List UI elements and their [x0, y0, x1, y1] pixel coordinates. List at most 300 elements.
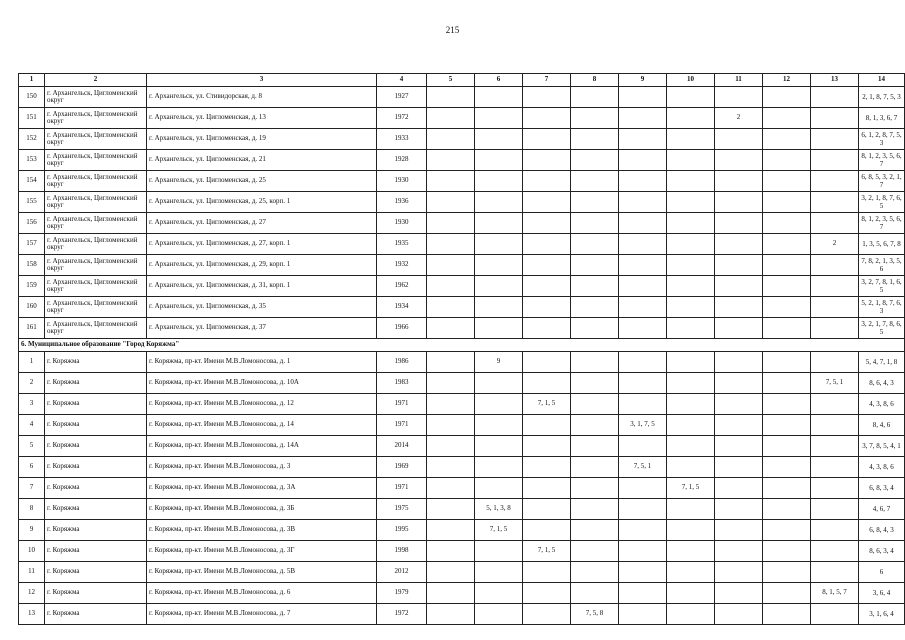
table-cell: г. Коряжма, пр-кт. Имени М.В.Ломоносова, д. 3Г	[147, 541, 377, 562]
table-cell	[427, 457, 475, 478]
table-cell: 6	[19, 457, 45, 478]
table-cell	[619, 352, 667, 373]
table-cell	[715, 478, 763, 499]
table-cell	[475, 276, 523, 297]
table-cell	[763, 150, 811, 171]
table-cell: 151	[19, 108, 45, 129]
table-cell	[571, 213, 619, 234]
table-cell: г. Коряжма	[45, 415, 147, 436]
table-cell: г. Архангельск, ул. Цигломенская, д. 19	[147, 129, 377, 150]
table-cell: г. Архангельск, ул. Цигломенская, д. 35	[147, 297, 377, 318]
table-row	[19, 150, 905, 171]
table-cell: 2012	[377, 562, 427, 583]
table-cell	[715, 213, 763, 234]
table-cell: 4, 3, 8, 6	[859, 394, 905, 415]
table-cell: г. Архангельск, ул. Цигломенская, д. 25	[147, 171, 377, 192]
table-cell	[715, 171, 763, 192]
table-cell: 7, 5, 1	[619, 457, 667, 478]
table-cell: 1986	[377, 352, 427, 373]
table-cell	[715, 129, 763, 150]
table-cell	[763, 255, 811, 276]
table-cell: 1932	[377, 255, 427, 276]
table-row	[19, 352, 905, 373]
table-cell: 1930	[377, 171, 427, 192]
table-cell: 6, 8, 3, 4	[859, 478, 905, 499]
table-cell	[523, 234, 571, 255]
table-cell	[715, 297, 763, 318]
table-cell	[523, 415, 571, 436]
table-cell	[475, 604, 523, 625]
table-cell: 158	[19, 255, 45, 276]
table-cell	[715, 192, 763, 213]
table-cell: 13	[19, 604, 45, 625]
table-cell: 157	[19, 234, 45, 255]
column-header: 8	[571, 74, 619, 87]
table-cell: г. Коряжма	[45, 457, 147, 478]
table-cell: 5, 2, 1, 8, 7, 6, 3	[859, 297, 905, 318]
table-cell: 153	[19, 150, 45, 171]
column-header: 10	[667, 74, 715, 87]
table-cell: г. Архангельск, Цигломенский округ	[45, 192, 147, 213]
table-cell	[763, 394, 811, 415]
table-cell	[523, 150, 571, 171]
table-cell	[427, 150, 475, 171]
table-cell	[523, 129, 571, 150]
table-cell: г. Коряжма, пр-кт. Имени М.В.Ломоносова, д. 6	[147, 583, 377, 604]
table-cell: г. Архангельск, ул. Цигломенская, д. 21	[147, 150, 377, 171]
table-cell: г. Коряжма	[45, 352, 147, 373]
table-row	[19, 499, 905, 520]
table-cell	[571, 108, 619, 129]
table-cell	[763, 457, 811, 478]
table-cell: 1983	[377, 373, 427, 394]
table-cell	[811, 108, 859, 129]
table-cell	[571, 297, 619, 318]
table-cell: г. Коряжма	[45, 604, 147, 625]
table-cell: г. Коряжма, пр-кт. Имени М.В.Ломоносова, д. 3	[147, 457, 377, 478]
table-cell	[667, 87, 715, 108]
table-cell: 9	[475, 352, 523, 373]
table-cell	[475, 129, 523, 150]
table-cell: 1971	[377, 415, 427, 436]
table-cell	[715, 255, 763, 276]
table-cell	[715, 604, 763, 625]
table-cell: г. Архангельск, Цигломенский округ	[45, 318, 147, 339]
table-cell	[667, 150, 715, 171]
table-cell	[619, 213, 667, 234]
section-row	[19, 339, 905, 352]
table-cell	[571, 394, 619, 415]
table-cell	[619, 583, 667, 604]
table-cell: г. Коряжма	[45, 541, 147, 562]
table-cell	[619, 604, 667, 625]
table-row	[19, 436, 905, 457]
table-cell: 1998	[377, 541, 427, 562]
table-cell	[571, 520, 619, 541]
table-cell: г. Архангельск, ул. Стивидорская, д. 8	[147, 87, 377, 108]
table-cell: 1972	[377, 108, 427, 129]
column-header: 3	[147, 74, 377, 87]
table-cell	[427, 520, 475, 541]
table-cell	[427, 415, 475, 436]
table-cell	[715, 234, 763, 255]
table-cell	[763, 478, 811, 499]
table-header-row	[19, 74, 905, 87]
table-cell	[667, 499, 715, 520]
table-row	[19, 373, 905, 394]
table-cell: 7, 1, 5	[475, 520, 523, 541]
table-cell: 1962	[377, 276, 427, 297]
table-cell: 1930	[377, 213, 427, 234]
table-cell	[523, 352, 571, 373]
table-cell: г. Коряжма	[45, 520, 147, 541]
table-cell	[427, 129, 475, 150]
table-cell	[619, 171, 667, 192]
table-cell	[523, 213, 571, 234]
table-cell	[475, 373, 523, 394]
table-cell	[667, 583, 715, 604]
table-cell	[523, 192, 571, 213]
table-cell	[715, 436, 763, 457]
table-cell: 11	[19, 562, 45, 583]
table-row	[19, 108, 905, 129]
table-cell: г. Коряжма, пр-кт. Имени М.В.Ломоносова, д. 12	[147, 394, 377, 415]
table-row	[19, 562, 905, 583]
table-cell: 5, 4, 7, 1, 8	[859, 352, 905, 373]
table-cell: 8, 1, 2, 3, 5, 6, 7	[859, 213, 905, 234]
table-cell: 6, 8, 4, 3	[859, 520, 905, 541]
table-row	[19, 297, 905, 318]
table-cell: г. Архангельск, ул. Цигломенская, д. 27	[147, 213, 377, 234]
table-cell: 6, 1, 2, 8, 7, 5, 3	[859, 129, 905, 150]
table-cell	[763, 541, 811, 562]
table-cell	[523, 87, 571, 108]
table-cell: 2014	[377, 436, 427, 457]
section-title: 6. Муниципальное образование "Город Коряжма"	[19, 339, 905, 352]
column-header: 7	[523, 74, 571, 87]
table-cell	[619, 373, 667, 394]
table-cell	[475, 415, 523, 436]
table-cell	[763, 87, 811, 108]
table-cell	[715, 562, 763, 583]
table-cell: 161	[19, 318, 45, 339]
table-row	[19, 234, 905, 255]
table-cell	[763, 192, 811, 213]
table-cell: г. Коряжма	[45, 373, 147, 394]
table-cell	[619, 297, 667, 318]
table-cell: 1995	[377, 520, 427, 541]
table-cell	[763, 108, 811, 129]
table-cell	[763, 583, 811, 604]
table-cell	[619, 276, 667, 297]
table-cell	[523, 373, 571, 394]
table-cell: 7, 8, 2, 1, 3, 5, 6	[859, 255, 905, 276]
table-cell	[475, 234, 523, 255]
table-cell	[475, 562, 523, 583]
table-cell: 2	[715, 108, 763, 129]
table-cell	[427, 394, 475, 415]
table-cell	[667, 318, 715, 339]
table-cell	[715, 373, 763, 394]
table-row	[19, 457, 905, 478]
table-cell: г. Архангельск, ул. Цигломенская, д. 25, корп. 1	[147, 192, 377, 213]
table-cell: 150	[19, 87, 45, 108]
table-cell: 3, 2, 1, 7, 8, 6, 5	[859, 318, 905, 339]
table-cell	[763, 352, 811, 373]
table-cell: г. Архангельск, Цигломенский округ	[45, 129, 147, 150]
table-cell	[619, 150, 667, 171]
table-cell: 6	[859, 562, 905, 583]
table-cell: 8	[19, 499, 45, 520]
column-header: 4	[377, 74, 427, 87]
table-cell: 156	[19, 213, 45, 234]
table-cell	[715, 583, 763, 604]
table-cell	[715, 318, 763, 339]
table-cell	[811, 457, 859, 478]
table-cell	[619, 87, 667, 108]
table-cell	[811, 129, 859, 150]
table-cell	[763, 520, 811, 541]
table-cell	[763, 604, 811, 625]
table-cell	[619, 541, 667, 562]
table-cell: г. Архангельск, Цигломенский округ	[45, 276, 147, 297]
table-cell	[571, 352, 619, 373]
table-cell: 8, 1, 3, 6, 7	[859, 108, 905, 129]
table-cell	[667, 255, 715, 276]
table-cell	[811, 604, 859, 625]
table-cell: 155	[19, 192, 45, 213]
table-cell: г. Коряжма, пр-кт. Имени М.В.Ломоносова, д. 14	[147, 415, 377, 436]
table-row	[19, 604, 905, 625]
table-cell: 2	[811, 234, 859, 255]
table-cell: 9	[19, 520, 45, 541]
table-cell	[427, 499, 475, 520]
table-cell	[427, 213, 475, 234]
table-cell	[523, 583, 571, 604]
table-cell	[763, 234, 811, 255]
table-cell: 2, 1, 8, 7, 5, 3	[859, 87, 905, 108]
table-cell	[763, 562, 811, 583]
table-row	[19, 213, 905, 234]
table-cell	[571, 436, 619, 457]
table-cell	[619, 478, 667, 499]
table-cell: г. Коряжма, пр-кт. Имени М.В.Ломоносова, д. 3Б	[147, 499, 377, 520]
table-cell	[475, 255, 523, 276]
table-cell	[811, 436, 859, 457]
table-row	[19, 583, 905, 604]
table-cell	[667, 415, 715, 436]
table-cell	[763, 297, 811, 318]
table-cell	[571, 255, 619, 276]
table-cell: г. Коряжма, пр-кт. Имени М.В.Ломоносова, д. 5В	[147, 562, 377, 583]
table-cell	[715, 457, 763, 478]
table-cell	[667, 129, 715, 150]
table-cell	[619, 394, 667, 415]
table-cell: г. Архангельск, Цигломенский округ	[45, 297, 147, 318]
table-cell: 1966	[377, 318, 427, 339]
table-cell: г. Коряжма	[45, 583, 147, 604]
table-cell	[427, 373, 475, 394]
table-cell	[619, 520, 667, 541]
table-cell	[667, 234, 715, 255]
table-cell	[667, 562, 715, 583]
table-cell	[763, 276, 811, 297]
table-cell	[523, 255, 571, 276]
table-cell	[667, 108, 715, 129]
table-cell: 1928	[377, 150, 427, 171]
table-row	[19, 276, 905, 297]
table-cell: 7	[19, 478, 45, 499]
buildings-table	[18, 73, 905, 625]
page-number: 215	[445, 25, 460, 35]
table-cell	[523, 604, 571, 625]
table-cell	[667, 171, 715, 192]
table-cell: 1934	[377, 297, 427, 318]
table-cell	[715, 520, 763, 541]
table-cell	[667, 436, 715, 457]
table-cell	[811, 297, 859, 318]
table-cell	[427, 171, 475, 192]
table-cell: г. Коряжма, пр-кт. Имени М.В.Ломоносова, д. 10А	[147, 373, 377, 394]
table-cell	[523, 520, 571, 541]
table-cell	[811, 394, 859, 415]
column-header: 14	[859, 74, 905, 87]
table-cell	[475, 436, 523, 457]
table-cell	[667, 604, 715, 625]
table-cell: 2	[19, 373, 45, 394]
table-cell: г. Архангельск, ул. Цигломенская, д. 27, корп. 1	[147, 234, 377, 255]
table-cell	[715, 352, 763, 373]
table-cell	[475, 478, 523, 499]
column-header: 12	[763, 74, 811, 87]
table-cell	[571, 562, 619, 583]
table-cell: г. Архангельск, Цигломенский округ	[45, 213, 147, 234]
table-cell	[715, 499, 763, 520]
table-cell	[427, 108, 475, 129]
table-cell	[571, 583, 619, 604]
table-row	[19, 255, 905, 276]
table-row	[19, 415, 905, 436]
table-cell	[715, 87, 763, 108]
table-cell	[571, 499, 619, 520]
table-cell	[523, 436, 571, 457]
table-cell: 3, 1, 6, 4	[859, 604, 905, 625]
table-cell	[763, 129, 811, 150]
table-row	[19, 171, 905, 192]
table-cell	[667, 373, 715, 394]
table-cell	[715, 415, 763, 436]
table-cell	[619, 108, 667, 129]
table-cell: г. Архангельск, ул. Цигломенская, д. 31, корп. 1	[147, 276, 377, 297]
table-cell	[571, 478, 619, 499]
column-header: 2	[45, 74, 147, 87]
table-cell: 7, 5, 8	[571, 604, 619, 625]
table-cell	[811, 171, 859, 192]
table-cell: г. Архангельск, ул. Цигломенская, д. 13	[147, 108, 377, 129]
table-cell	[427, 604, 475, 625]
table-cell	[427, 478, 475, 499]
table-cell	[475, 583, 523, 604]
table-cell: г. Архангельск, ул. Цигломенская, д. 29, корп. 1	[147, 255, 377, 276]
table-cell: 3, 2, 7, 8, 1, 6, 5	[859, 276, 905, 297]
table-cell: 3, 7, 8, 5, 4, 1	[859, 436, 905, 457]
table-cell	[427, 352, 475, 373]
table-cell	[571, 541, 619, 562]
table-cell	[667, 520, 715, 541]
table-cell: г. Коряжма, пр-кт. Имени М.В.Ломоносова, д. 14А	[147, 436, 377, 457]
table-cell: г. Архангельск, Цигломенский округ	[45, 255, 147, 276]
table-cell	[571, 150, 619, 171]
table-cell	[715, 541, 763, 562]
table-cell	[475, 87, 523, 108]
table-cell: г. Коряжма	[45, 436, 147, 457]
table-cell	[427, 87, 475, 108]
column-header: 13	[811, 74, 859, 87]
table-cell	[571, 234, 619, 255]
table-cell: г. Коряжма, пр-кт. Имени М.В.Ломоносова, д. 3А	[147, 478, 377, 499]
table-cell	[475, 108, 523, 129]
table-cell: 1, 3, 5, 6, 7, 8	[859, 234, 905, 255]
table-cell	[523, 318, 571, 339]
table-cell	[619, 129, 667, 150]
table-cell	[763, 171, 811, 192]
table-cell: г. Коряжма	[45, 478, 147, 499]
table-cell	[763, 415, 811, 436]
table-cell	[475, 297, 523, 318]
table-cell	[427, 562, 475, 583]
table-cell: 4, 6, 7	[859, 499, 905, 520]
table-cell	[811, 499, 859, 520]
table-cell	[475, 541, 523, 562]
table-cell	[763, 213, 811, 234]
table-cell: 8, 4, 6	[859, 415, 905, 436]
table-cell: г. Архангельск, Цигломенский округ	[45, 87, 147, 108]
table-cell: г. Архангельск, Цигломенский округ	[45, 171, 147, 192]
table-cell: г. Коряжма	[45, 394, 147, 415]
table-cell: 8, 1, 5, 7	[811, 583, 859, 604]
table-cell	[667, 541, 715, 562]
table-cell: 1972	[377, 604, 427, 625]
table-cell	[811, 192, 859, 213]
table-cell	[811, 562, 859, 583]
column-header: 6	[475, 74, 523, 87]
table-cell	[571, 87, 619, 108]
column-header: 9	[619, 74, 667, 87]
table-cell	[763, 318, 811, 339]
table-cell: 159	[19, 276, 45, 297]
table-cell: 1935	[377, 234, 427, 255]
table-cell: 1975	[377, 499, 427, 520]
table-cell	[811, 541, 859, 562]
table-cell: г. Коряжма, пр-кт. Имени М.В.Ломоносова, д. 7	[147, 604, 377, 625]
table-cell	[427, 541, 475, 562]
table-cell	[475, 192, 523, 213]
table-cell	[427, 234, 475, 255]
table-cell: 1979	[377, 583, 427, 604]
table-cell: 6, 8, 5, 3, 2, 1, 7	[859, 171, 905, 192]
table-cell: г. Коряжма, пр-кт. Имени М.В.Ломоносова, д. 3В	[147, 520, 377, 541]
table-cell	[619, 192, 667, 213]
table-cell	[427, 583, 475, 604]
table-cell	[811, 415, 859, 436]
table-cell	[619, 234, 667, 255]
table-cell	[427, 436, 475, 457]
table-cell: г. Коряжма, пр-кт. Имени М.В.Ломоносова, д. 1	[147, 352, 377, 373]
table-cell	[571, 276, 619, 297]
table-cell: г. Архангельск, Цигломенский округ	[45, 234, 147, 255]
table-cell: 1933	[377, 129, 427, 150]
table-cell: 5	[19, 436, 45, 457]
